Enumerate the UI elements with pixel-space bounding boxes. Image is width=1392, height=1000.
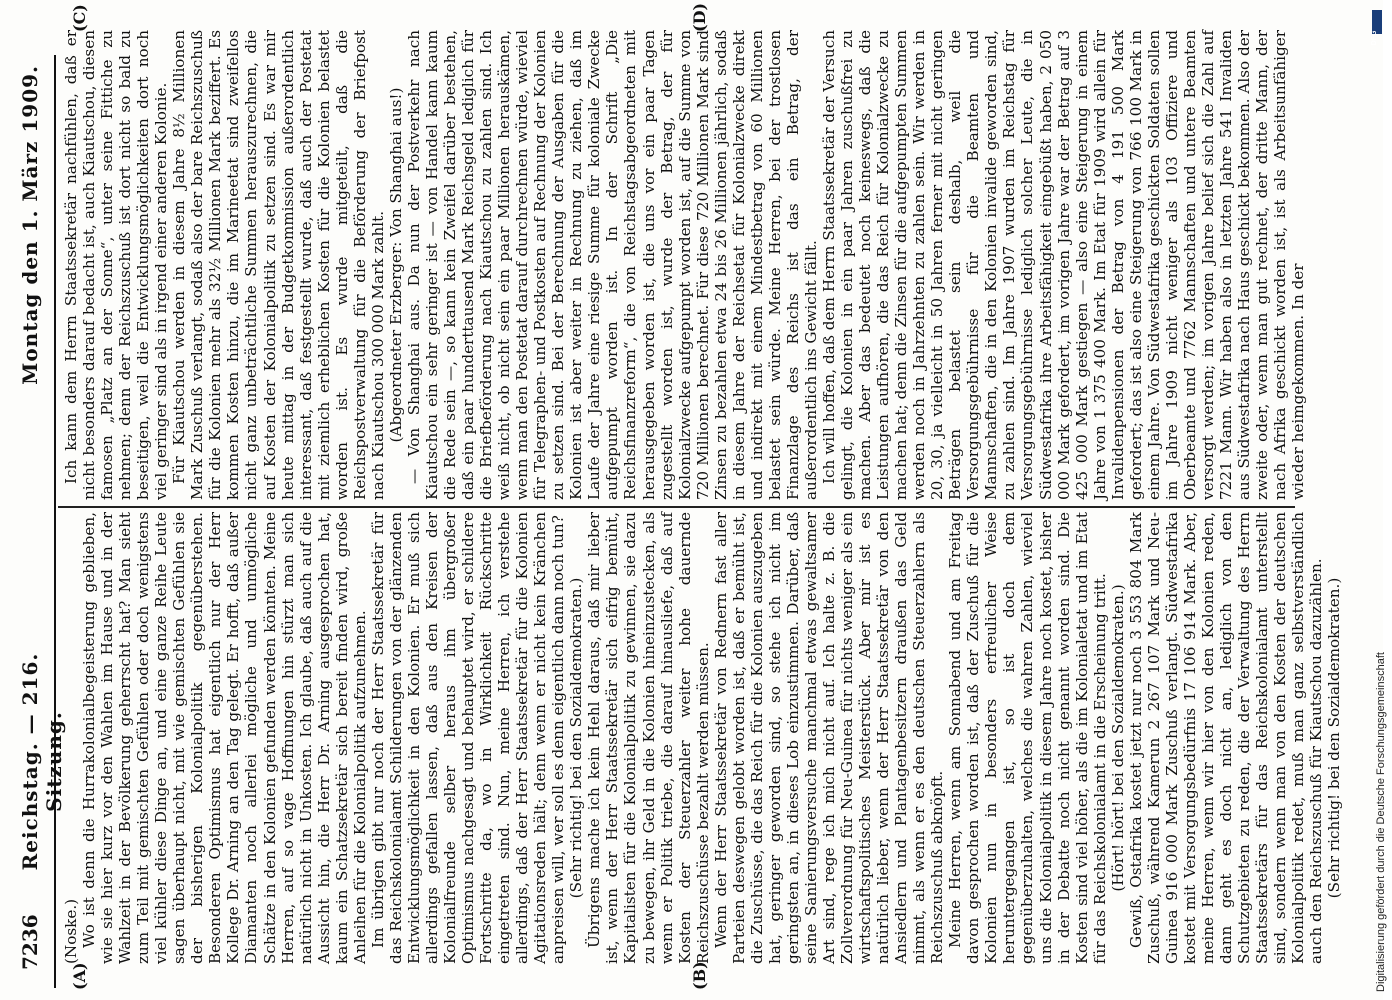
column-divider (58, 506, 1295, 508)
left-column-paragraph: Gewiß, Ostafrika kostet jetzt nur noch 3 553 804 Mark Zuschuß, während Kamerun 2 267 107 Mark und Neu-Guinea 916 000 Mark Zuschuß verlangt. Südwestafrika kostet mit Versorgungsbedürfnis 17 106 914 Mark. Aber, meine Herren, wenn wir hier von den Kolonien reden, dann geht es doch nicht an, lediglich von den Schutzgebieten zu reden, die der Verwaltung des Herrn Staatssekretärs für das Reichskolonialamt unterstellt sind, sondern wenn man von den Kosten der deutschen Kolonialpolitik redet, muß man ganz selbstverständlich auch den Reichszuschuß für Kiautschou dazuzählen. (1126, 512, 1326, 964)
left-column-paragraph: Übrigens mache ich kein Hehl daraus, daß mir lieber ist, wenn der Herr Staatssekretär sich eifrig bemüht, Kapitalisten für die Kolonialpolitik zu gewinnen, sie dazu zu bewegen, ihr Geld in die Kolonien hineinzustecken, als wenn er Politik triebe, die darauf hinausliefe, daß auf Kosten der Steuerzahler weiter hohe dauernde Reichszuschüsse bezahlt werden müssen. (585, 512, 712, 964)
right-column-paragraph: Ich will hoffen, daß dem Herrn Staatssekretär der Versuch gelingt, die Kolonien in ein paar Jahren zuschußfrei zu machen. Aber das bedeutet noch keineswegs, daß die Leistungen aufhören, die das Reich für Kolonialzwecke zu machen hat; denn die Zinsen für die aufgepumpten Summen werden noch in Jahrzehnten zu zahlen sein. Wir werden in 20, 30, ja vielleicht in 50 Jahren ferner mit nicht geringen Beträgen belastet sein deshalb, weil die Versorgungsgebührnisse für die Beamten und Mannschaften, die in den Kolonien invalide geworden sind, zu zahlen sind. Im Jahre 1907 wurden im Reichstag für Versorgungsgebührnisse lediglich solcher Leute, die in Südwestafrika ihre Arbeitsfähigkeit eingebüßt haben, 2 050 000 Mark gefordert, im vorigen Jahre war der Betrag auf 3 425 000 Mark gestiegen — also eine Steigerung in einem Jahre von 1 375 400 Mark. Im Etat für 1909 wird allein für Invalidenpensionen der Betrag von 4 191 500 Mark gefordert; das ist also eine Steigerung von 766 100 Mark in einem Jahre. Von Südwestafrika geschickten Soldaten sollen im Jahre 1909 nicht weniger als 103 Offiziere und Oberbeamte und 7762 Mannschaften und untere Beamten versorgt werden; im vorigen Jahre belief sich die Zahl auf 7221 Mann. Wir haben also in letzten Jahre 541 Invaliden aus Südwestafrika nach Haus geschickt bekommen. Also der zweite oder, wenn man gut rechnet, der dritte Mann, der nach Afrika geschickt worden ist, ist als Arbeitsunfähiger wieder heimgekommen. In der (819, 30, 1308, 500)
left-column-paragraph: (Sehr richtig! bei den Sozialdemokraten.) (567, 577, 586, 899)
right-column-paragraph: (Abgeordneter Erzberger: Von Shanghai aus!) (386, 87, 405, 443)
right-column-paragraph: Für Kiautschou werden in diesem Jahre 8½ Millionen Mark Zuschuß verlangt, sodaß also der bare Reichszuschuß für die Kolonien mehr als 32½ Millionen Mark beziffert. Es kommen Kosten hinzu, die im Marineetat sind zweifellos nicht ganz unbeträchtliche Summen herauszurechnen, die auf Kosten der Kolonialpolitik zu setzen sind. Es war mir heute mittag in der Budgetkommission außerordentlich interessant, daß festgestellt wurde, daß auch der Postetat mit ziemlich erheblichen Kosten für die Kolonien belastet worden ist. Es wurde mitgeteilt, daß die Reichspostverwaltung für die Beförderung der Briefpost nach Kiautschou 300 000 Mark zahlt. (170, 30, 387, 500)
session-title: Reichstag. — 216. Sitzung. (18, 652, 66, 871)
right-column-paragraph: — Von Shanghai aus. Da nun der Postverkehr nach Kiautschou ein sehr geringer ist — von Handel kann kaum die Rede sein —, so kann kein Zweifel darüber bestehen, daß ein paar hunderttausend Mark Reichsgeld lediglich für die Briefbeförderung nach Kiautschou zu zahlen sind. Ich weiß nicht, ob nicht sein ein paar Millionen herauskämen, wenn man den Postetat darauf durchrechnen würde, wieviel für Telegraphen- und Postkosten auf Rechnung der Kolonien zu setzen sind. Bei der Berechnung der Ausgaben für die Kolonien ist aber weiter in Rechnung zu ziehen, daß im Laufe der Jahre eine riesige Summe für koloniale Zwecke aufgepumpt worden ist. In der Schrift „Die Reichsfinanzreform“, die von Reichstagsabgeordneten mit herausgegeben worden ist, die uns vor ein paar Tagen zugestellt worden ist, wurde der Betrag, der für Kolonialzwecke aufgepumpt worden ist, auf die Summe von 720 Millionen berechnet. Für diese 720 Millionen Mark sind Zinsen zu bezahlen etwa 24 bis 26 Millionen jährlich, sodaß in diesem Jahre der Reichsetat für Kolonialzwecke direkt und indirekt mit einem Mindestbetrag von 60 Millionen belastet sein würde. Meine Herren, bei der trostlosen Finanzlage des Reichs ist das ein Betrag, der außerordentlich ins Gewicht fällt. (404, 30, 820, 500)
page-number: 7236 (18, 914, 42, 970)
credit-text: Digitalisierung gefördert durch die Deutsche Forschungsgemeinschaft (1375, 652, 1387, 992)
left-column-paragraph: Meine Herren, wenn am Sonnabend und am Freitag davon gesprochen worden ist, daß der Zuschuß für die Kolonien nun in besonders erfreulicher Weise heruntergegangen ist, so ist doch dem gegenüberzuhalten, welches die wahren Zahlen, wieviel uns die Kolonialpolitik in diesem Jahre noch kostet, bisher in der Debatte noch nicht genannt worden sind. Die Kosten sind viel höher, als die im Kolonialetat und im Etat für das Reichskolonialamt in die Erscheinung tritt. (946, 512, 1109, 964)
dfg-logo-text: DFG (1371, 30, 1378, 46)
left-column (62, 512, 1344, 964)
left-column-paragraph: (Hört! hört! bei den Sozialdemokraten.) (1108, 584, 1127, 892)
right-column (62, 30, 1308, 500)
session-date: Montag den 1. März 1909. (18, 65, 42, 385)
page-header (10, 55, 66, 988)
left-column-paragraph: Wo ist denn die Hurrakolonialbegeisterung geblieben, wie sie hier kurz vor den Wahlen im Hause und in der Wahlzeit in der Bevölkerung geherrscht hat? Man sieht zum Teil mit gemischten Gefühlen oder doch wenigstens viel kühler diese Dinge an, und eine ganze Reihe Leute sagen überhaupt nicht, mit wie gemischten Gefühlen sie der bisherigen Kolonialpolitik gegenüberstehen. Besonderen Optimismus hat eigentlich nur der Herr Kollege Dr. Arning an den Tag gelegt. Er hofft, daß außer Diamanten noch allerlei mögliche und unmögliche Schätze in den Kolonien gefunden werden könnten. Meine Herren, auf so vage Hoffnungen hin stürzt man sich natürlich nicht in Unkosten. Ich glaube, daß auch auf die Aussicht hin, die Herr Dr. Arning ausgesprochen hat, kaum ein Schatzsekretär sich bereit finden wird, große Anleihen für die Kolonialpolitik aufzunehmen. (80, 512, 369, 964)
left-column-paragraph: Wenn der Herr Staatssekretär von Rednern fast aller Parteien deswegen gelobt worden ist, daß er bemüht ist, die Zuschüsse, die das Reich für die Kolonien auszugeben hat, geringer geworden sind, so stehe ich nicht im geringsten an, in dieses Lob einzustimmen. Darüber, daß seine Sanierungsversuche manchmal etwas gewaltsamer Art sind, rege ich mich nicht auf. Ich halte z. B. die Zollverordnung für Neu-Guinea für nichts weniger als ein wirtschaftspolitisches Meisterstück. Aber mir ist es natürlich lieber, wenn der Herr Staatssekretär von den Ansiedlern und Plantagenbesitzern draußen das Geld nimmt, als wenn er es den deutschen Steuerzahlern als Reichszuschuß abknöpft. (711, 512, 947, 964)
left-column-paragraph: Im übrigen gibt nur noch der Herr Staatssekretär für das Reichskolonialamt Schilderungen von der glänzenden Entwicklungsmöglichkeit in den Kolonien. Er muß sich allerdings gefallen lassen, daß aus den Kreisen der Kolonialfreunde selber heraus ihm übergroßer Optimismus nachgesagt und behauptet wird, er schildere Fortschritte da, wo in Wirklichkeit Rückschritte eingetreten sind. Nun, meine Herren, ich verstehe allerdings, daß der Herr Staatssekretär für die Kolonien Agitationsreden hält; denn wenn er nicht kein Kränchen anpreisen will, wer soll es denn eigentlich dann noch tun? (368, 512, 568, 964)
margin-mark-a: (A) (70, 962, 89, 990)
margin-mark-b: (B) (690, 961, 709, 990)
left-column-paragraph: (Noske.) (62, 898, 80, 964)
margin-mark-d: (D) (690, 2, 709, 32)
margin-mark-c: (C) (70, 4, 89, 32)
right-column-paragraph: Ich kann dem Herrn Staatssekretär nachfühlen, daß er nicht besonders darauf bedacht ist, auch Kiautschou, diesen famosen „Platz an der Sonne“, unter seine Fittiche zu nehmen; denn der Reichszuschuß ist dort nicht so bald zu beseitigen, weil die Entwicklungsmöglichkeiten dort noch viel geringer sind als in irgend einer anderen Kolonie. (62, 30, 171, 500)
left-column-paragraph: (Sehr richtig! bei den Sozialdemokraten.) (1325, 577, 1344, 899)
dfg-logo (1371, 10, 1382, 46)
